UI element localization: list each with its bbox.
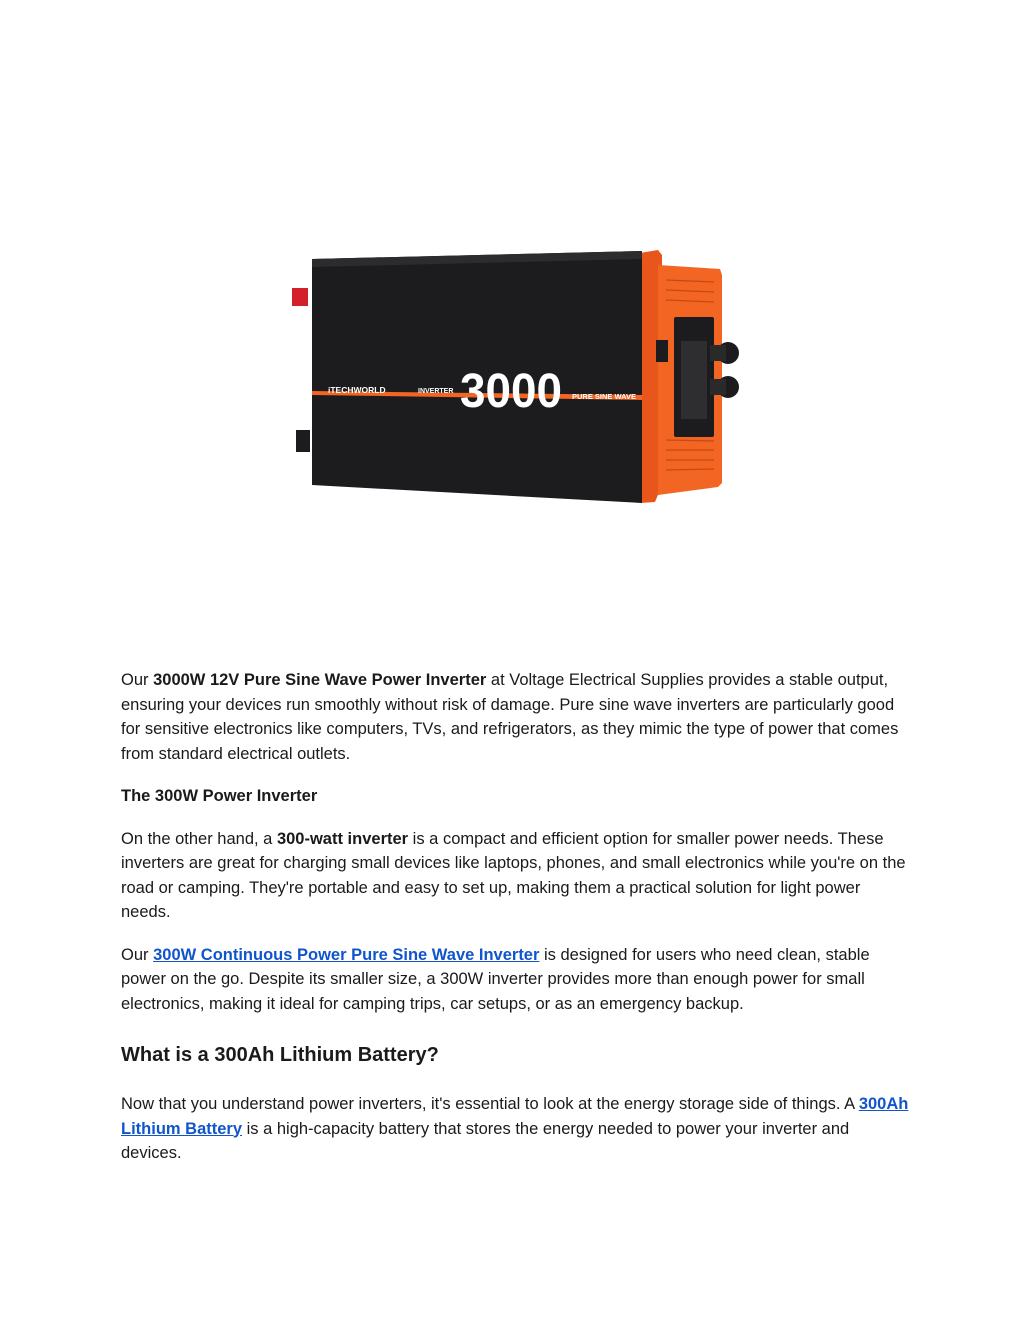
text: is a high-capacity battery that stores the energy needed to power your inverter and devices.: [121, 1119, 850, 1162]
link-300w-inverter[interactable]: 300W Continuous Power Pure Sine Wave Inverter: [153, 945, 540, 964]
paragraph-300w-continuous: [121, 943, 911, 1017]
brand-logo: iTECHWORLD: [328, 385, 386, 395]
article-body: [121, 668, 911, 1184]
bold-300-watt: 300-watt inverter: [276, 829, 409, 848]
subheading-300w: The 300W Power Inverter: [121, 787, 318, 805]
text: Our: [121, 671, 154, 689]
model-label: INVERTER: [418, 388, 454, 395]
wattage-label: 3000: [460, 365, 562, 418]
text: is designed for users who need clean, stable power on the go. Despite its smaller size, a 300W inverter provides more than enough power for small electronics, making it ideal for camping trips, car setups, or as an emergency backup.: [121, 945, 870, 1013]
text: at Voltage Electrical Supplies provides a stable output, ensuring your devices run smoothly without risk of damage. Pure sine wave inverters are particularly good for sensitive electronics like computers, TVs, and refrigerators, as they mimic the type of power that comes from standard electrical outlets.: [121, 671, 899, 763]
positive-terminal: [292, 288, 308, 306]
product-image: [290, 245, 750, 510]
paragraph-3000w: [121, 668, 911, 766]
bold-product-name: 3000W 12V Pure Sine Wave Power Inverter: [153, 671, 487, 689]
ac-outlet: [681, 341, 707, 419]
paragraph-300w: [121, 827, 911, 925]
text: On the other hand, a: [121, 829, 277, 848]
text: is a compact and efficient option for smaller power needs. These inverters are great for charging small devices like laptops, phones, and small electronics while you're on the road or camping. They're portable and easy to set up, making them a practical solution for light power needs.: [121, 829, 906, 921]
inverter-illustration: [290, 245, 750, 510]
paragraph-300ah: [121, 1092, 911, 1166]
heading-300ah-battery: What is a 300Ah Lithium Battery?: [121, 1044, 439, 1066]
usb-port: [656, 340, 668, 362]
negative-terminal: [296, 430, 310, 452]
text: Our: [121, 945, 154, 964]
type-label: PURE SINE WAVE: [572, 392, 637, 401]
link-300ah-battery[interactable]: 300Ah Lithium Battery: [121, 1095, 909, 1138]
text: Now that you understand power inverters, it's essential to look at the energy storage side of things. A: [121, 1095, 859, 1113]
